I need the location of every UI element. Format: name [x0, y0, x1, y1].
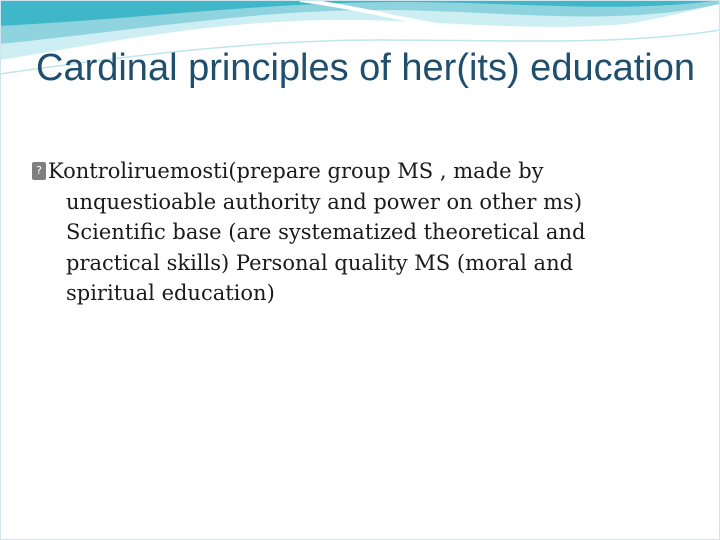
bullet-line: Kontroliruemosti(prepare group MS , made by [48, 159, 544, 183]
slide-title: Cardinal principles of her(its) education [36, 47, 695, 89]
bullet-line: Scientific base (are systematized theoretical and [66, 220, 586, 244]
bullet-line: unquestioable authority and power on other ms) [66, 189, 583, 214]
bullet-line: practical skills) Personal quality MS (moral and [66, 250, 574, 275]
bullet-line: spiritual education) [66, 281, 275, 305]
bullet-item [32, 156, 632, 309]
bullet-text [46, 156, 632, 309]
slide-body [32, 156, 632, 309]
missing-glyph-icon: ? [32, 162, 46, 180]
